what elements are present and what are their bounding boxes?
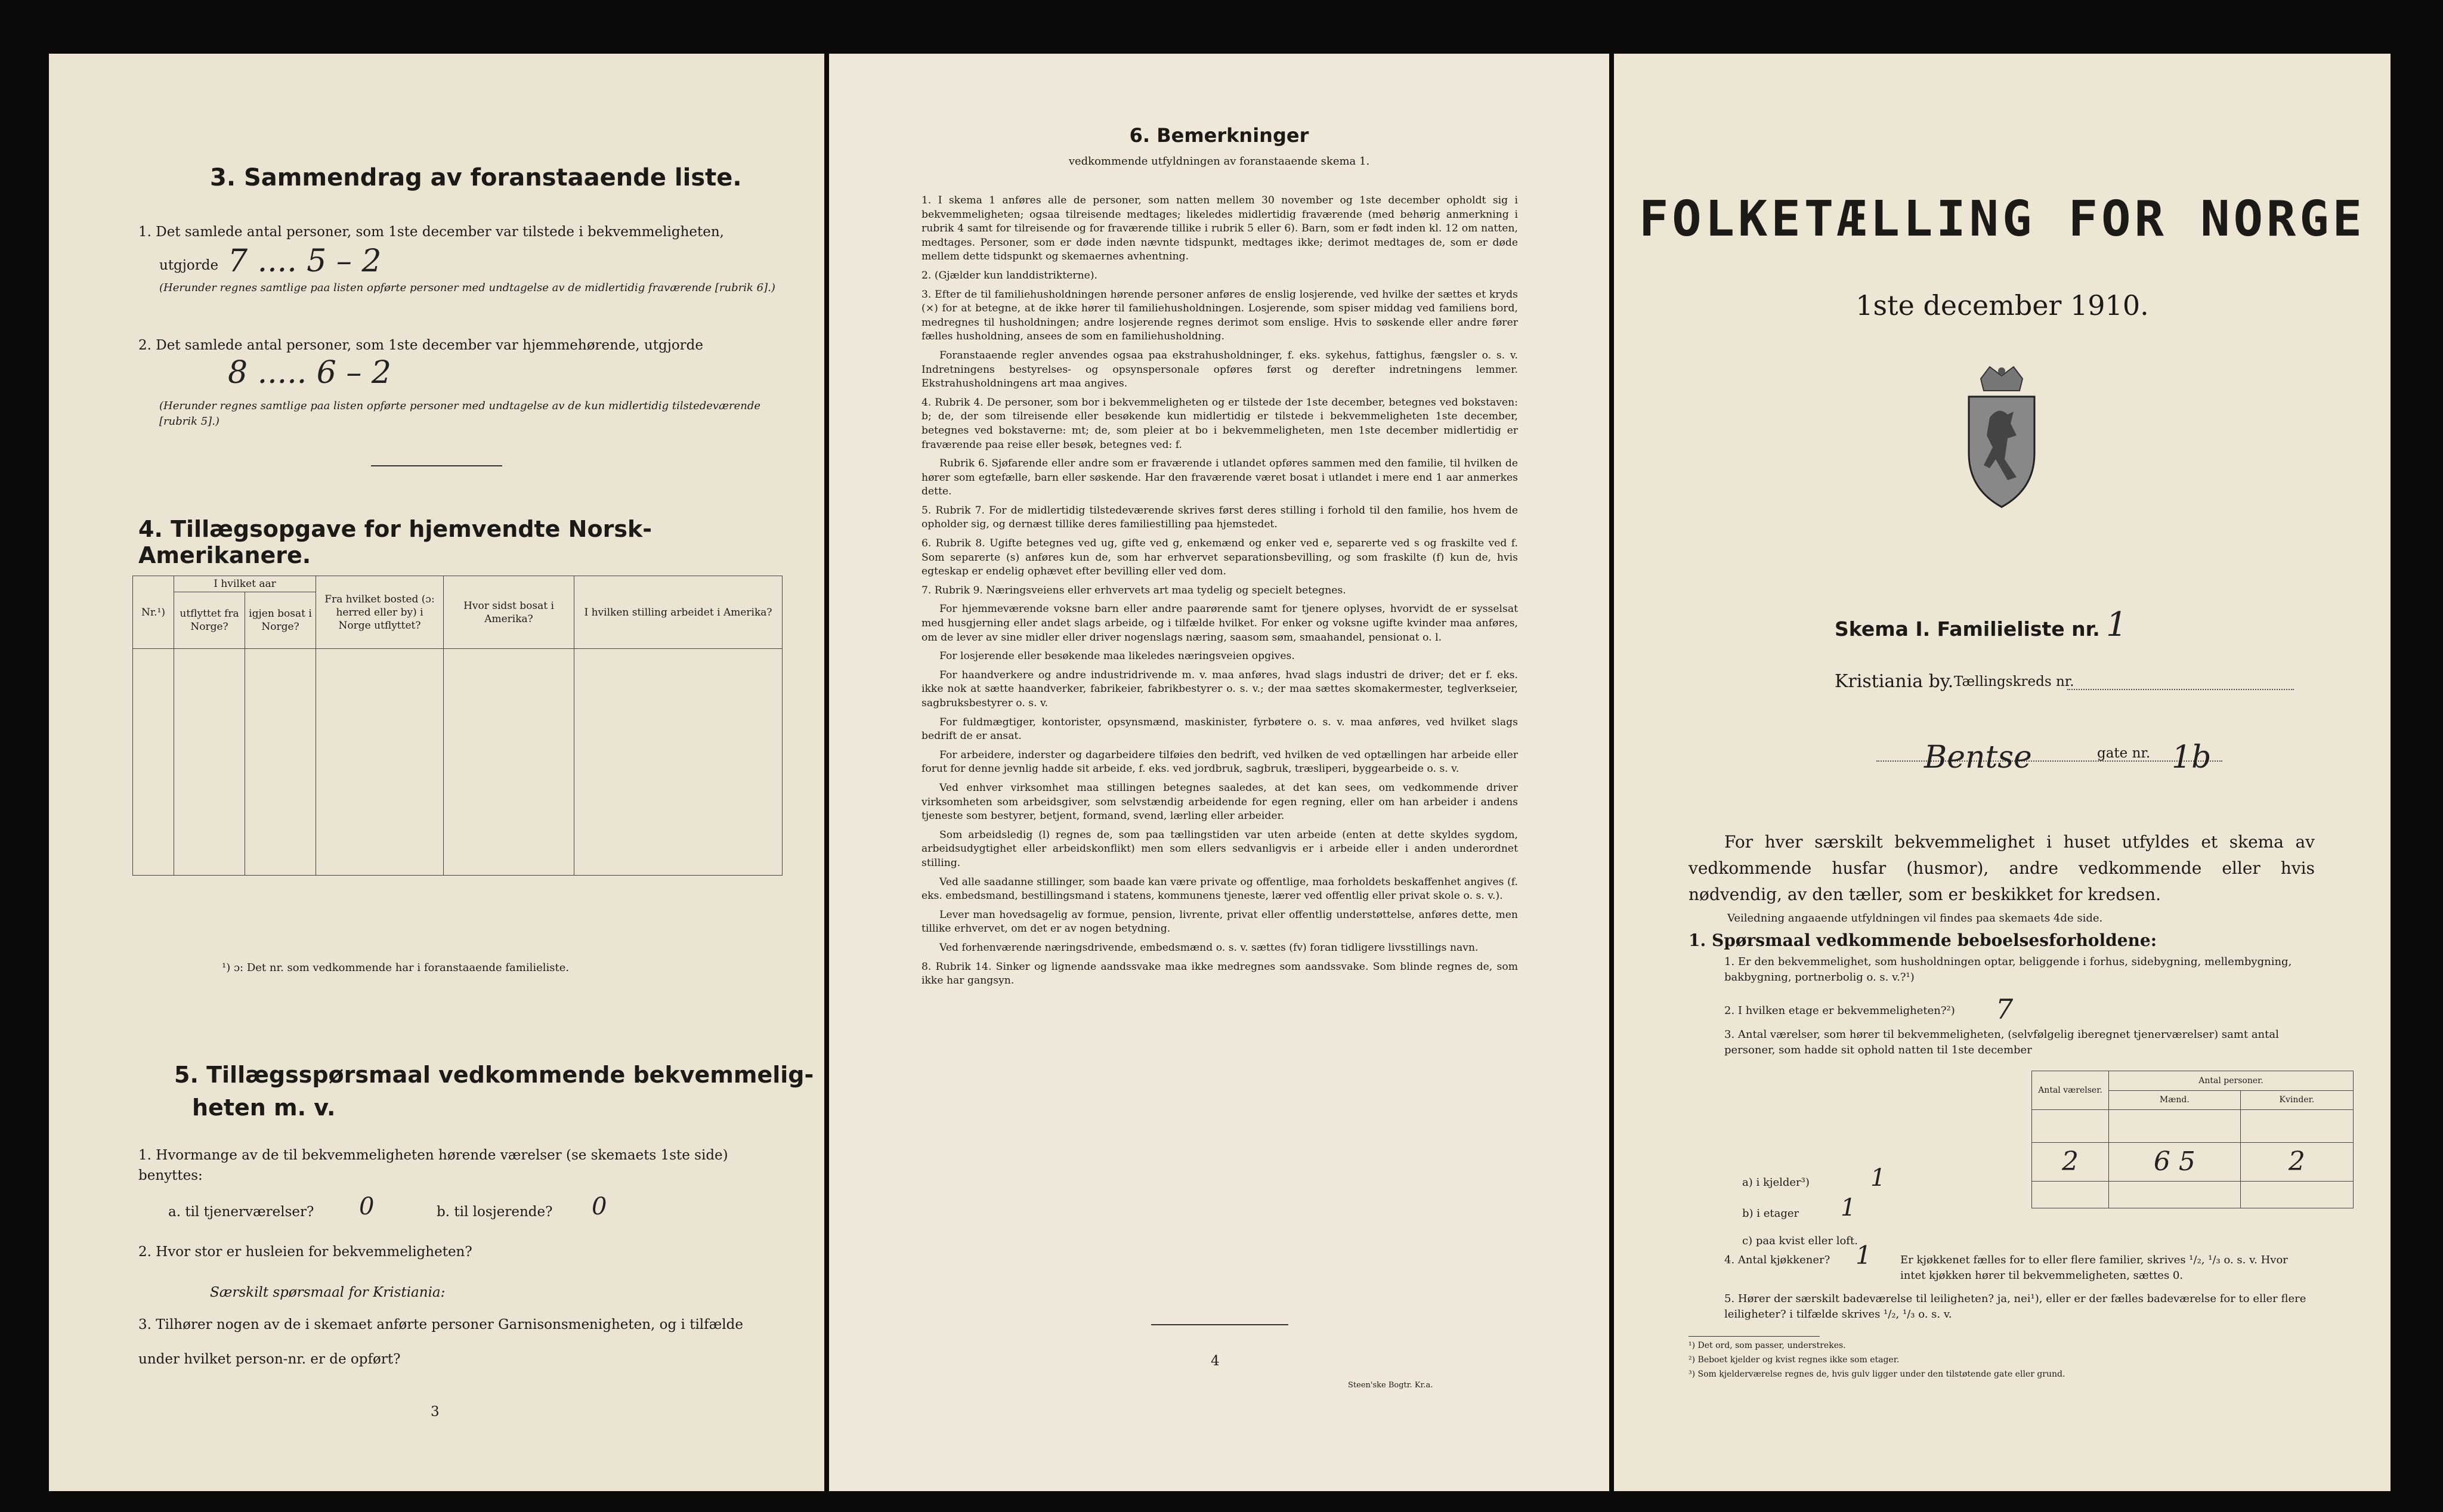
section-5-title-1: 5. Tillægsspørsmaal vedkommende bekvemmelig- <box>174 1062 814 1088</box>
footnote-1: ¹) Det ord, som passer, understrekes. <box>1689 1341 1846 1350</box>
page-number: 3 <box>431 1404 440 1420</box>
divider <box>1151 1324 1288 1325</box>
coat-of-arms-icon <box>1957 364 2046 515</box>
page-4-middle <box>829 54 1609 1491</box>
row-a-handwritten: 1 <box>1870 1164 1886 1192</box>
s5-special: Særskilt spørsmaal for Kristiania: <box>210 1285 446 1300</box>
q4: 4. Antal kjøkkener? <box>1724 1254 1830 1266</box>
remark-item: For hjemmeværende voksne barn eller andre paarørende samt for tjenere oplyses, hvorvidt de er sysselsat med husgjerning eller andet slags arbeide, og i tilfælde hvilket. For enker og voksne ugifte kvinder maa anføres, om de lever av sine midler eller driver nogenslags næring, saasom søm, smaahandel, pensionat o. l. <box>921 603 1518 644</box>
s5-q1a-handwritten: 0 <box>359 1193 375 1220</box>
s5-q1b: b. til losjerende? <box>437 1204 553 1220</box>
section-4-title: 4. Tillægsopgave for hjemvendte Norsk-Amerikanere. <box>138 516 652 568</box>
q2-text: 2. Det samlede antal personer, som 1ste december var hjemmehørende, utgjorde <box>138 338 704 353</box>
remark-item: 2. (Gjælder kun landdistrikterne). <box>921 269 1098 282</box>
page-1-right <box>1614 54 2391 1491</box>
q2-handwritten: 7 <box>1996 993 2014 1025</box>
col-year-a: utflyttet fra Norge? <box>174 592 245 649</box>
street-nr-handwritten: 1b <box>2172 740 2212 775</box>
table-row <box>2032 1143 2354 1182</box>
remark-item: 6. Rubrik 8. Ugifte betegnes ved ug, gifte ved g, enkemænd og enker ved e, separerte ved s og fraskilte ved f. Som separerte (s) anføres kun de, som har erhvervet separationsbevilling, og som fraskilte (f) kun de, hvis egteskap er endelig ophævet efter bevilling eller ved dom. <box>921 537 1518 578</box>
section-5-title-2: heten m. v. <box>192 1094 336 1121</box>
s5-q1: 1. Hvormange av de til bekvemmeligheten hørende værelser (se skemaets 1ste side) benyttes: <box>138 1148 728 1183</box>
women-etager: 2 <box>2240 1143 2353 1182</box>
remark-item: Ved alle saadanne stillinger, som baade kan være private og offentlige, maa forholdets beskaffenhet angives (f. eks. embedsmand, bestillingsmand i statens, kommunens tjeneste, lærer ved offentlig eller privat skole o. s. v.). <box>921 876 1518 902</box>
q1-text: 1. Det samlede antal personer, som 1ste december var tilstede i bekvemmeligheten, <box>138 224 724 240</box>
remark-item: For losjerende eller besøkende maa likeledes næringsveien opgives. <box>939 650 1295 663</box>
form-date: 1ste december 1910. <box>1856 289 2149 321</box>
remark-item: 1. I skema 1 anføres alle de personer, som natten mellem 30 november og 1ste december opholdt sig i bekvemmeligheten; ogsaa tilreisende medtages; likeledes midlertidig fraværende (med behørig anmerkning i rubrik 4 samt for tilreisende og for fraværende tillike i rubrik 5 eller 6). Barn, som er født inden kl. 12 om natten, medtages. Personer, som er døde inden nævnte tidspunkt, medtages ikke; derimot medtages de, som er døde mellem dette tidspunkt og skemaernes avhentning. <box>921 194 1518 263</box>
q4-rest: Er kjøkkenet fælles for to eller flere familier, skrives ¹/₂, ¹/₃ o. s. v. Hvor intet kjøkken hører til bekvemmeligheten, sættes 0. <box>1900 1254 2288 1282</box>
form-title: FOLKETÆLLING FOR NORGE <box>1638 191 2366 248</box>
street-label: gate nr. <box>2097 746 2151 761</box>
col-position: I hvilken stilling arbeidet i Amerika? <box>574 576 783 649</box>
remark-item: 3. Efter de til familiehusholdningen hørende personer anføres de enslig losjerende, ved hvilke der sættes et kryds (×) for at betegne, at de ikke hører til familiehusholdningen. Losjerende, som spiser middag ved familiens bord, medregnes til husholdningen; andre losjerende regnes derimot som enslige. Hvis to søskende eller andre fører fælles husholdning, ansees de som en familiehusholdning. <box>921 288 1518 343</box>
row-a-label: a) i kjelder³) <box>1742 1176 1810 1189</box>
col-year: I hvilket aar <box>174 576 316 592</box>
section-6-subtitle: vedkommende utfyldningen av foranstaaende skema 1. <box>1068 155 1370 168</box>
remark-item: Som arbeidsledig (l) regnes de, som paa tællingstiden var uten arbeide (enten at dette skyldes sygdom, arbeidsudygtighet eller arbeidskonflikt) men som ellers sedvanligvis er i arbeide eller i anden underordnet stilling. <box>921 828 1518 869</box>
q2: 2. I hvilken etage er bekvemmeligheten?²) <box>1724 1004 1955 1017</box>
norsk-amerikanere-table <box>132 576 783 876</box>
q3: 3. Antal værelser, som hører til bekvemmeligheten, (selvfølgelig iberegnet tjenerværelser) samt antal personer, som hadde sit ophold natten til 1ste december <box>1724 1028 2279 1056</box>
rooms-persons-table <box>2031 1071 2354 1208</box>
q1: 1. Er den bekvemmelighet, som husholdningen optar, beliggende i forhus, sidebygning, mellembygning, bakbygning, portnerbolig o. s. v.?¹) <box>1724 956 2292 984</box>
q4-handwritten: 1 <box>1856 1241 1872 1270</box>
remark-item: 4. Rubrik 4. De personer, som bor i bekvemmeligheten og er tilstede der 1ste december, betegnes ved bokstaven: b; de, der som tilreisende eller besøkende kun midlertidig er tilstede i bekvemmeligheten 1ste december, betegnes ved bokstaverne: mt; de, som pleier at bo i bekvemmeligheten, men 1ste december midlertidig er fraværende paa reise eller besøk, betegnes ved: f. <box>921 396 1518 451</box>
footnote-3: ³) Som kjelderværelse regnes de, hvis gulv ligger under den tilstøtende gate eller grund. <box>1689 1369 2065 1379</box>
col-year-b: igjen bosat i Norge? <box>245 592 316 649</box>
intro-small: Veiledning angaaende utfyldningen vil findes paa skemaets 4de side. <box>1727 912 2103 924</box>
questions-heading: 1. Spørsmaal vedkommende beboelsesforholdene: <box>1689 930 2157 950</box>
col-men: Mænd. <box>2109 1090 2241 1110</box>
col-nr: Nr.¹) <box>133 576 174 649</box>
s5-q2: 2. Hvor stor er husleien for bekvemmeligheten? <box>138 1244 472 1260</box>
row-b-handwritten: 1 <box>1841 1194 1856 1222</box>
remarks-list <box>921 194 1518 993</box>
section-6-title: 6. Bemerkninger <box>1129 124 1309 147</box>
q1-utgjorde: utgjorde <box>159 258 219 273</box>
remark-item: Ved forhenværende næringsdrivende, embedsmænd o. s. v. sættes (fv) foran tidligere livsstillings navn. <box>939 941 1479 954</box>
remark-item: For arbeidere, inderster og dagarbeidere tilføies den bedrift, ved hvilken de ved optællingen har arbeide eller forut for denne jevnlig hadde sit arbeide, f. eks. ved jordbruk, sagbruk, træsliperi, byggearbeide o. s. v. <box>921 749 1518 775</box>
page-3-left <box>49 54 824 1491</box>
remark-item: Foranstaaende regler anvendes ogsaa paa ekstrahusholdninger, f. eks. sykehus, fattighus, fængsler o. s. v. Indretningens bestyrelses- og opsynspersonale opføres først og derefter indretningens lemmer. Ekstrahusholdningens art maa angives. <box>921 349 1518 390</box>
kreds-field <box>2067 689 2294 690</box>
rooms-etager: 2 <box>2032 1143 2109 1182</box>
table-row <box>133 649 783 876</box>
familieliste-number-handwritten: 1 <box>2106 605 2127 644</box>
col-where: Hvor sidst bosat i Amerika? <box>444 576 574 649</box>
remark-item: 7. Rubrik 9. Næringsveiens eller erhvervets art maa tydelig og specielt betegnes. <box>921 584 1346 596</box>
remark-item: 8. Rubrik 14. Sinker og lignende aandssvake maa ikke medregnes som aandssvake. Som blinde regnes de, som ikke har gangsyn. <box>921 960 1518 987</box>
s5-q1a: a. til tjenerværelser? <box>168 1204 314 1220</box>
city: Kristiania by. <box>1835 671 1954 692</box>
q1-note: (Herunder regnes samtlige paa listen opførte personer med undtagelse av de midlertidig fraværende [rubrik 6].) <box>159 282 775 294</box>
remark-item: Rubrik 6. Sjøfarende eller andre som er fraværende i utlandet opføres sammen med den familie, til hvilken de hører som egtefælle, barn eller søskende. Har den fraværende været bosat i utlandet i mere end 1 aar anmerkes dette. <box>921 457 1518 498</box>
table4-footnote: ¹) ɔ: Det nr. som vedkommende har i foranstaaende familieliste. <box>222 961 570 974</box>
footnote-2: ²) Beboet kjelder og kvist regnes ikke som etager. <box>1689 1355 1900 1365</box>
col-women: Kvinder. <box>2240 1090 2353 1110</box>
remark-item: Ved enhver virksomhet maa stillingen betegnes saaledes, at det kan sees, om vedkommende driver virksomheten som arbeidsgiver, som selvstændig arbeidende for egen regning, eller om han arbeider i andens tjeneste som bestyrer, betjent, formand, svend, lærling eller arbeider. <box>921 781 1518 823</box>
remark-item: For haandverkere og andre industridrivende m. v. maa anføres, hvad slags industri de driver; det er f. eks. ikke nok at sætte haandverker, fabrikeier, fabrikbestyrer o. s. v.; der maa sættes skomakermester, teglverkseier, sagbruksbestyrer o. s. v. <box>921 669 1518 709</box>
col-rooms: Antal værelser. <box>2032 1071 2109 1110</box>
street-handwritten: Bentse <box>1924 740 2032 775</box>
q5: 5. Hører der særskilt badeværelse til leiligheten? ja, nei¹), eller er der fælles badeværelse for to eller flere leiligheter? i tilfælde skrives ¹/₂, ¹/₃ o. s. v. <box>1724 1293 2306 1321</box>
q2-handwritten: 8 ..... 6 – 2 <box>228 355 392 391</box>
skema-label: Skema I. Familieliste nr. <box>1835 617 2100 641</box>
q2-note: (Herunder regnes samtlige paa listen opførte personer med undtagelse av de kun midlertidig tilstedeværende [rubrik 5].) <box>159 400 761 428</box>
col-persons: Antal personer. <box>2109 1071 2354 1091</box>
col-from: Fra hvilket bosted (ɔ: herred eller by) i Norge utflyttet? <box>316 576 444 649</box>
s5-q1b-handwritten: 0 <box>592 1193 607 1220</box>
section-3-title: 3. Sammendrag av foranstaaende liste. <box>210 164 742 191</box>
table-row <box>2032 1182 2354 1208</box>
divider <box>371 465 502 466</box>
row-b-label: b) i etager <box>1742 1207 1799 1220</box>
s5-q3: 3. Tilhører nogen av de i skemaet anførte personer Garnisonsmenigheten, og i tilfælde under hvilket person-nr. er de opført? <box>138 1317 743 1367</box>
q1-handwritten: 7 .... 5 – 2 <box>228 243 382 279</box>
divider <box>1689 1336 1820 1337</box>
intro-text: For hver særskilt bekvemmelighet i huset utfyldes et skema av vedkommende husfar (husmor), andre vedkommende eller hvis nødvendig, av den tæller, som er beskikket for kredsen. <box>1689 832 2315 904</box>
remark-item: Lever man hovedsagelig av formue, pension, livrente, privat eller offentlig understøttelse, anføres dette, men tillike erhvervet, om det er av nogen betydning. <box>921 908 1518 935</box>
remark-item: For fuldmægtiger, kontorister, opsynsmænd, maskinister, fyrbøtere o. s. v. maa anføres, ved hvilket slags bedrift de er ansat. <box>921 716 1518 743</box>
remark-item: 5. Rubrik 7. For de midlertidig tilstedeværende skrives først deres stilling i forhold til den familie, hos hvem de opholder sig, og dernæst tillike deres familiestilling paa hjemstedet. <box>921 504 1518 531</box>
printer-mark: Steen'ske Bogtr. Kr.a. <box>1348 1381 1433 1390</box>
table-row <box>2032 1110 2354 1143</box>
row-c-label: c) paa kvist eller loft. <box>1742 1235 1858 1247</box>
page-number: 4 <box>1211 1353 1220 1369</box>
kreds-label: Tællingskreds nr. <box>1954 674 2074 689</box>
men-etager: 6 5 <box>2109 1143 2241 1182</box>
